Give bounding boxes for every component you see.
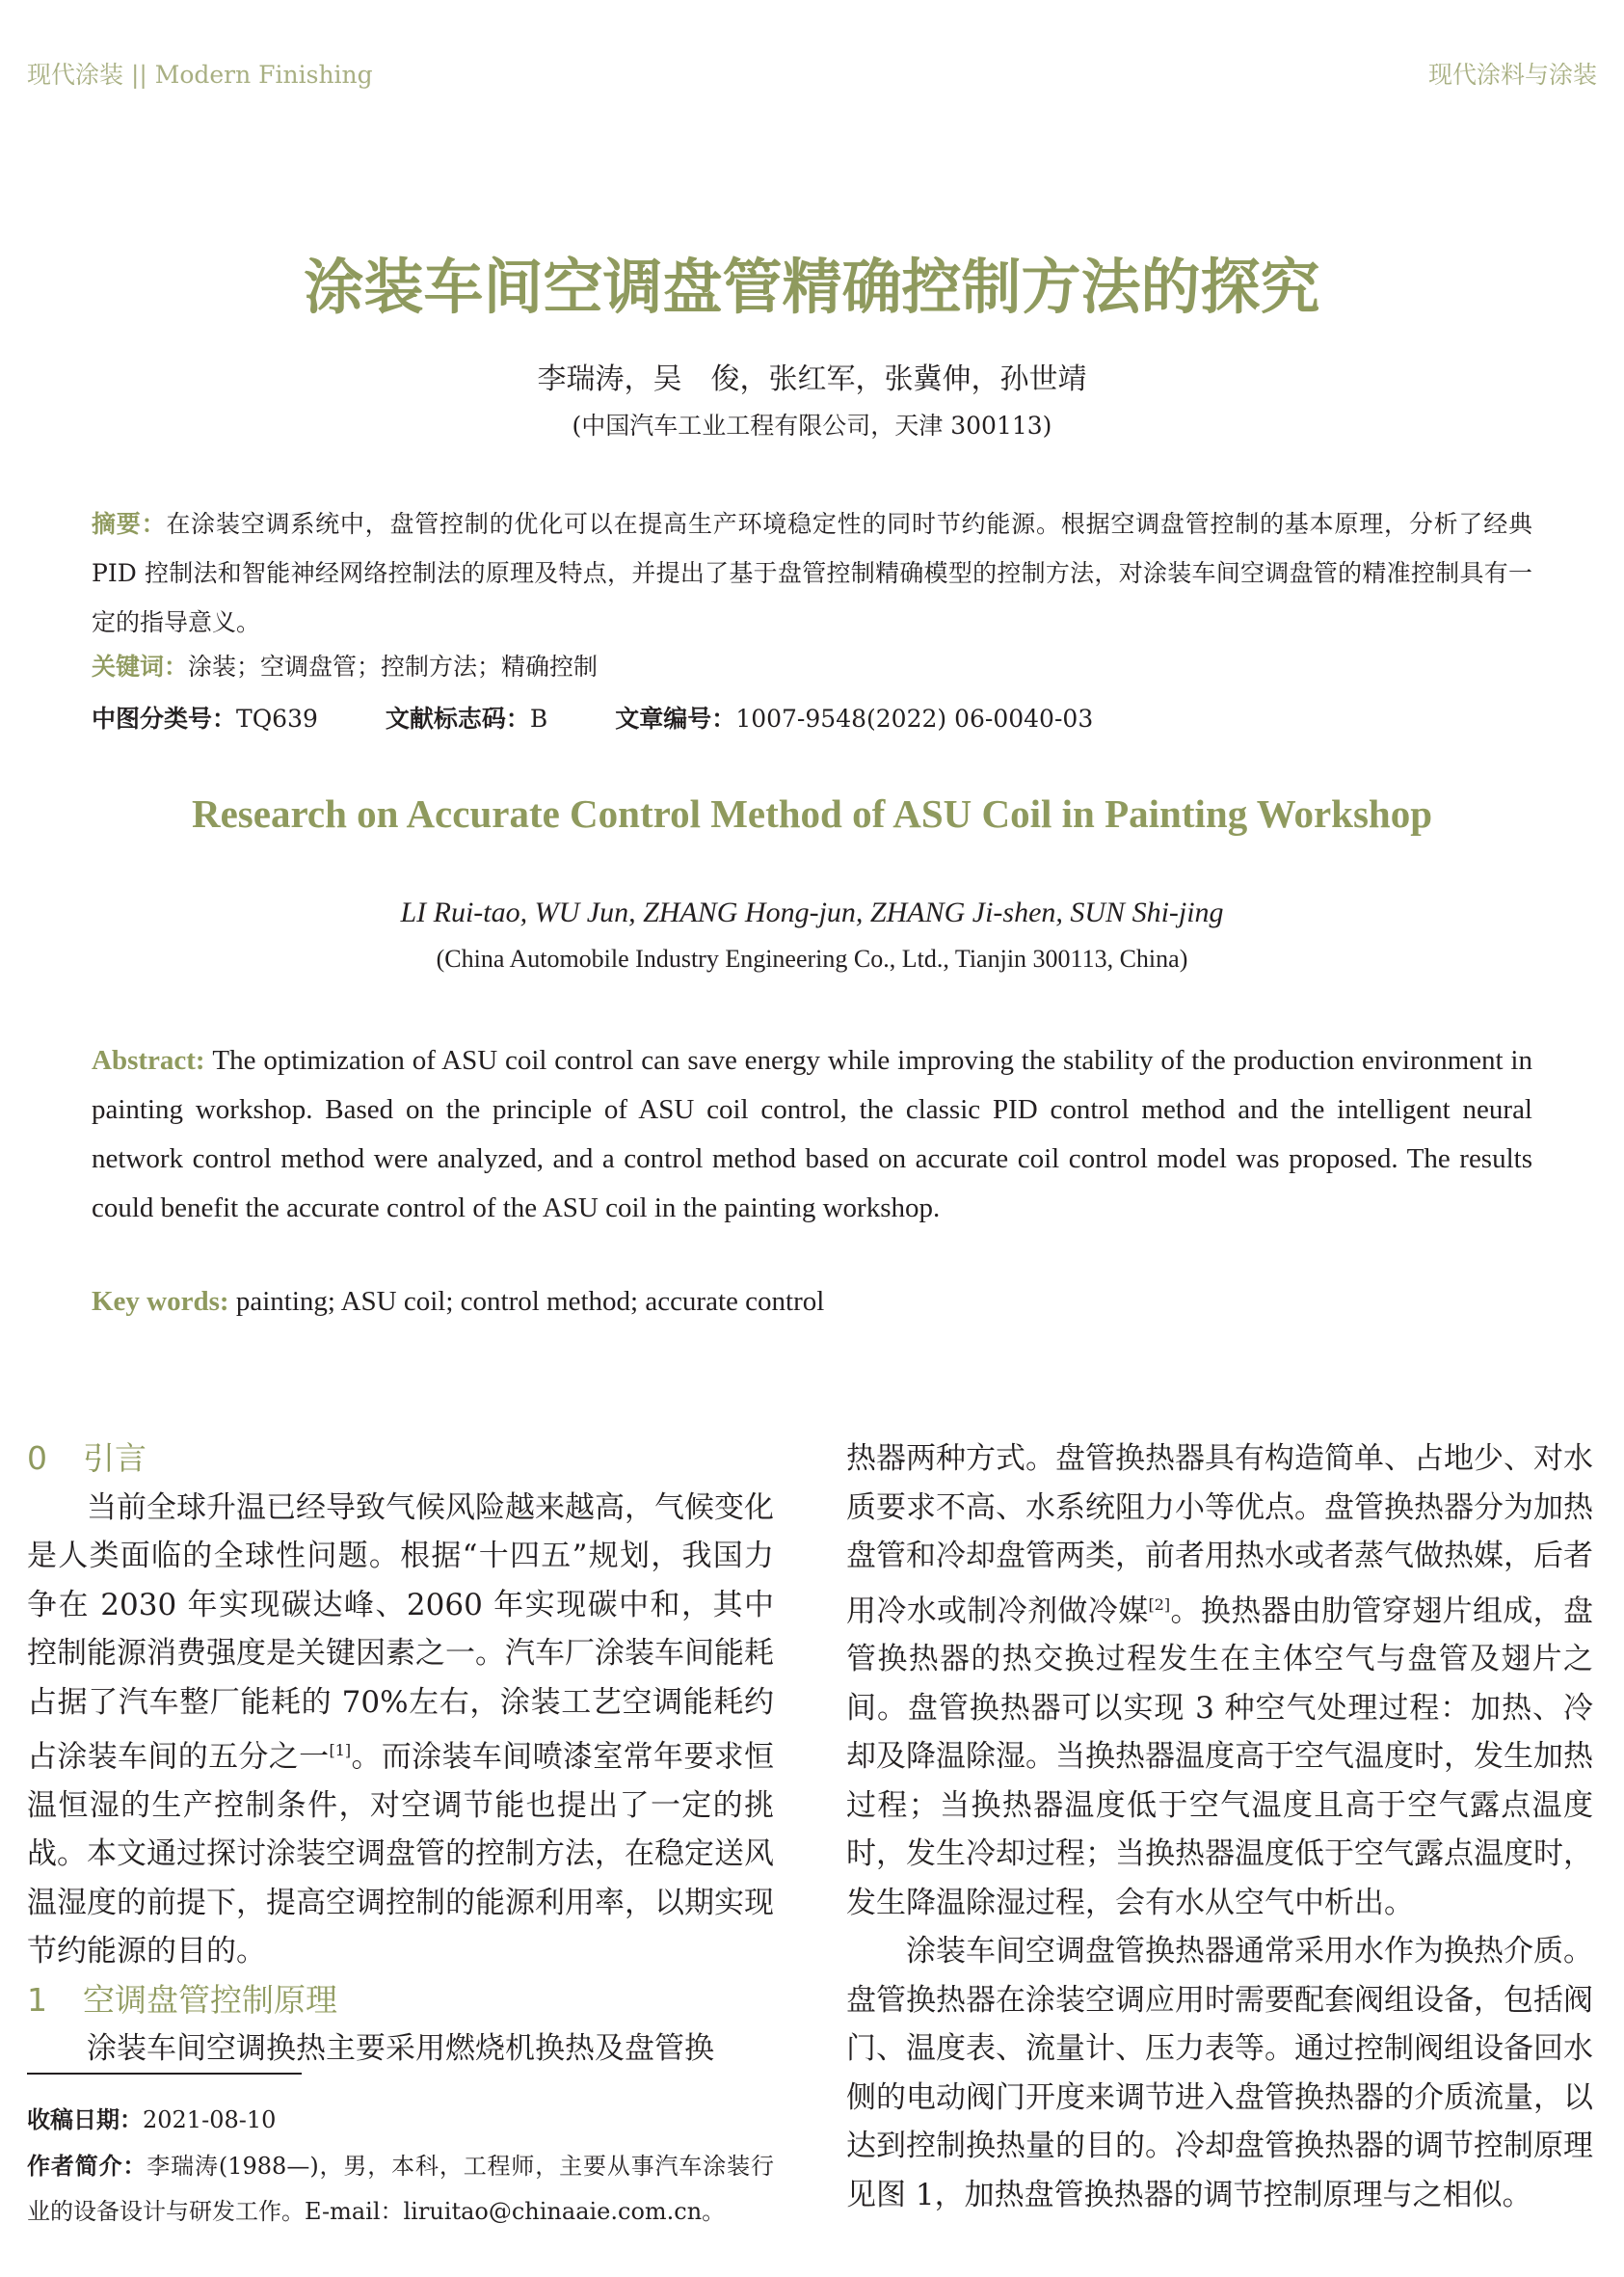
keywords-en-text: painting; ASU coil; control method; accurate control	[235, 1286, 825, 1317]
section-1-paragraph-start: 涂装车间空调换热主要采用燃烧机换热及盘管换	[87, 2031, 714, 2067]
affiliation-en: (China Automobile Industry Engineering Co., Ltd., Tianjin 300113, China)	[436, 945, 1188, 973]
abstract-en-text: The optimization of ASU coil control can save energy while improving the stability of the production environment in painting workshop. Based on the principle of ASU coil control, the classic PID control method and the intelligent neural network control method were analyzed, and a control method based on accurate coil control model was proposed. The results could benefit the accurate control of the ASU coil in the painting workshop.	[92, 1045, 1532, 1223]
reference-1: [1]	[329, 1741, 352, 1759]
author-bio-value: 李瑞涛(1988—)，男，本科，工程师，主要从事汽车涂装行业的设备设计与研发工作。E-mail：liruitao@chinaaie.com.cn。	[27, 2153, 774, 2225]
author-bio-label: 作者简介：	[27, 2153, 147, 2180]
abstract-cn-label: 摘要：	[92, 510, 167, 538]
authors-en: LI Rui-tao, WU Jun, ZHANG Hong-jun, ZHANG Ji-shen, SUN Shi-jing	[400, 897, 1224, 928]
keywords-en	[92, 1282, 824, 1321]
section-1-title: 空调盘管控制原理	[83, 1980, 337, 2019]
section-0-heading	[27, 1434, 774, 1484]
body-column-left	[27, 1434, 774, 2074]
abstract-cn-text: 在涂装空调系统中，盘管控制的优化可以在提高生产环境稳定性的同时节约能源。根据空调盘管控制的基本原理，分析了经典 PID 控制法和智能神经网络控制法的原理及特点，并提出了基于盘管控制精确模型的控制方法，对涂装车间空调盘管的精准控制具有一定的指导意义。	[92, 510, 1532, 636]
doc-code-value: B	[529, 705, 548, 733]
paper-title-en: Research on Accurate Control Method of ASU Coil in Painting Workshop	[191, 791, 1432, 836]
section-1-paragraph-2: 涂装车间空调盘管换热器通常采用水作为换热介质。盘管换热器在涂装空调应用时需要配套阀组设备，包括阀门、温度表、流量计、压力表等。通过控制阀组设备回水侧的电动阀门开度来调节进入盘管换热器的介质流量，以达到控制换热量的目的。冷却盘管换热器的调节控制原理见图 1，加热盘管换热器的调节控制原理与之相似。	[846, 1934, 1593, 2212]
clc-label: 中图分类号：	[92, 705, 237, 733]
abstract-en-label: Abstract:	[92, 1045, 213, 1076]
reference-2: [2]	[1148, 1594, 1171, 1614]
section-0-text-b: 。而涂装车间喷漆室常年要求恒温恒湿的生产控制条件，对空调节能也提出了一定的挑战。本文通过探讨涂装空调盘管的控制方法，在稳定送风温湿度的前提下，提高空调控制的能源利用率，以期实现节约能源的目的。	[27, 1739, 775, 1969]
classification-line	[92, 700, 1160, 738]
keywords-en-label: Key words:	[92, 1286, 236, 1317]
section-1-number: 1	[27, 1980, 47, 2019]
received-value: 2021-08-10	[143, 2106, 277, 2133]
section-0-paragraph	[27, 1484, 774, 1976]
keywords-cn-text: 涂装；空调盘管；控制方法；精确控制	[188, 653, 599, 681]
section-1-paragraph-cont	[846, 1434, 1593, 1927]
authors-cn: 李瑞涛，吴 俊，张红军，张冀伸，孙世靖	[537, 362, 1087, 396]
abstract-cn	[92, 499, 1532, 647]
article-no-label: 文章编号：	[615, 705, 736, 733]
paper-title-cn: 涂装车间空调盘管精确控制方法的探究	[304, 252, 1320, 322]
received-label: 收稿日期：	[27, 2106, 143, 2133]
section-0-number: 0	[27, 1439, 47, 1477]
section-1-text-a: 热器两种方式。盘管换热器具有构造简单、占地少、对水质要求不高、水系统阻力小等优点。盘管换热器分为加热盘管和冷却盘管两类，前者用热水或者蒸气做热媒，后者用冷水或制冷剂做冷媒	[846, 1441, 1593, 1628]
section-1-heading	[27, 1976, 774, 2025]
section-0-text-a: 当前全球升温已经导致气候风险越来越高，气候变化是人类面临的全球性问题。根据“十四五”规划，我国力争在 2030 年实现碳达峰、2060 年实现碳中和，其中控制能源消费强度是关键因素之一。汽车厂涂装车间能耗占据了汽车整厂能耗的 70%左右，涂装工艺空调能耗约占涂装车间的五分之一	[27, 1489, 774, 1775]
body-column-right	[846, 1434, 1593, 2219]
footnote-rule	[27, 2073, 302, 2075]
section-0-title: 引言	[83, 1439, 146, 1477]
affiliation-cn: (中国汽车工业工程有限公司，天津 300113)	[572, 412, 1052, 440]
keywords-cn	[92, 648, 1532, 686]
section-1-text-b: 。换热器由肋管穿翅片组成，盘管换热器的热交换过程发生在主体空气与盘管及翅片之间。盘管换热器可以实现 3 种空气处理过程：加热、冷却及降温除湿。当换热器温度高于空气温度时，发生加热过程；当换热器温度低于空气温度且高于空气露点温度时，发生冷却过程；当换热器温度低于空气露点温度时，发生降温除湿过程，会有水从空气中析出。	[846, 1593, 1594, 1920]
doc-code-label: 文献标志码：	[385, 705, 530, 733]
article-no-value: 1007-9548(2022) 06-0040-03	[735, 705, 1094, 733]
footnote-received	[27, 2098, 774, 2143]
keywords-cn-label: 关键词：	[92, 653, 189, 681]
clc-value: TQ639	[236, 705, 318, 733]
running-header-left: 现代涂装 || Modern Finishing	[27, 61, 373, 89]
abstract-en	[92, 1036, 1532, 1233]
footnote-author	[27, 2144, 774, 2235]
running-header-right: 现代涂料与涂装	[1427, 61, 1597, 89]
